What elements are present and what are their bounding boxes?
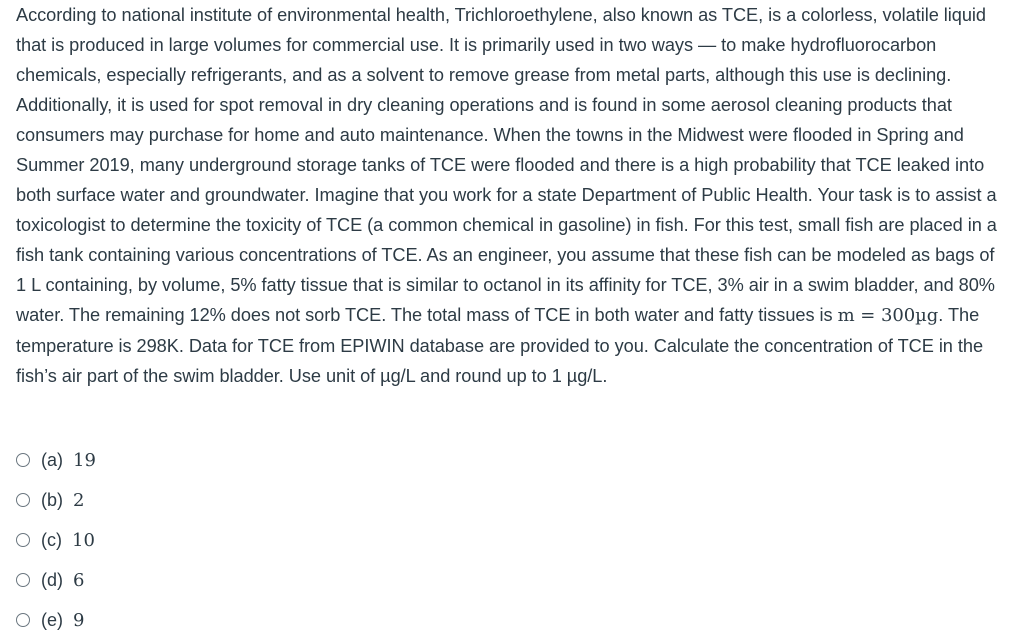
answer-option-b[interactable] xyxy=(16,480,96,520)
question-text xyxy=(16,0,998,391)
answer-option-d[interactable] xyxy=(16,560,96,600)
radio-button-b[interactable] xyxy=(16,493,30,507)
answer-option-c[interactable] xyxy=(16,520,96,560)
answer-option-a[interactable] xyxy=(16,440,96,480)
radio-button-c[interactable] xyxy=(16,533,30,547)
answer-letter: (e) xyxy=(41,609,63,630)
answer-letter: (d) xyxy=(41,569,63,590)
answer-value: 9 xyxy=(73,609,85,631)
answer-list xyxy=(16,440,96,640)
answer-option-e[interactable] xyxy=(16,600,96,640)
answer-letter: (c) xyxy=(41,529,62,550)
radio-button-e[interactable] xyxy=(16,613,30,627)
question-text-after: . The temperature is 298K. Data for TCE from EPIWIN database are provided to you. Calculate the concentration of TCE in the fish’s air part of the swim bladder. Use unit of µg/L and round up to 1 µg/L. xyxy=(16,305,984,386)
answer-value: 6 xyxy=(73,569,85,591)
answer-value: 19 xyxy=(73,449,96,471)
answer-letter: (a) xyxy=(41,449,63,470)
answer-letter: (b) xyxy=(41,489,63,510)
question-text-before: According to national institute of environmental health, Trichloroethylene, also known as TCE, is a colorless, volatile liquid that is produced in large volumes for commercial use. It is primarily used in two ways — to make hydrofluorocarbon chemicals, especially refrigerants, and as a solvent to remove grease from metal parts, although this use is declining. Additionally, it is used for spot removal in dry cleaning operations and is found in some aerosol cleaning products that consumers may purchase for home and auto maintenance. When the towns in the Midwest were flooded in Spring and Summer 2019, many underground storage tanks of TCE were flooded and there is a high probability that TCE leaked into both surface water and groundwater. Imagine that you work for a state Department of Public Health. Your task is to assist a toxicologist to determine the toxicity of TCE (a common chemical in gasoline) in fish. For this test, small fish are placed in a fish tank containing various concentrations of TCE. As an engineer, you assume that these fish can be modeled as bags of 1 L containing, by volume, 5% fatty tissue that is similar to octanol in its affinity for TCE, 3% air in a swim bladder, and 80% water. The remaining 12% does not sorb TCE. The total mass of TCE in both water and fatty tissues is xyxy=(16,5,997,325)
answer-value: 2 xyxy=(73,489,85,511)
radio-button-a[interactable] xyxy=(16,453,30,467)
answer-value: 10 xyxy=(72,529,95,551)
question-math: m = 300µg xyxy=(837,305,939,326)
radio-button-d[interactable] xyxy=(16,573,30,587)
